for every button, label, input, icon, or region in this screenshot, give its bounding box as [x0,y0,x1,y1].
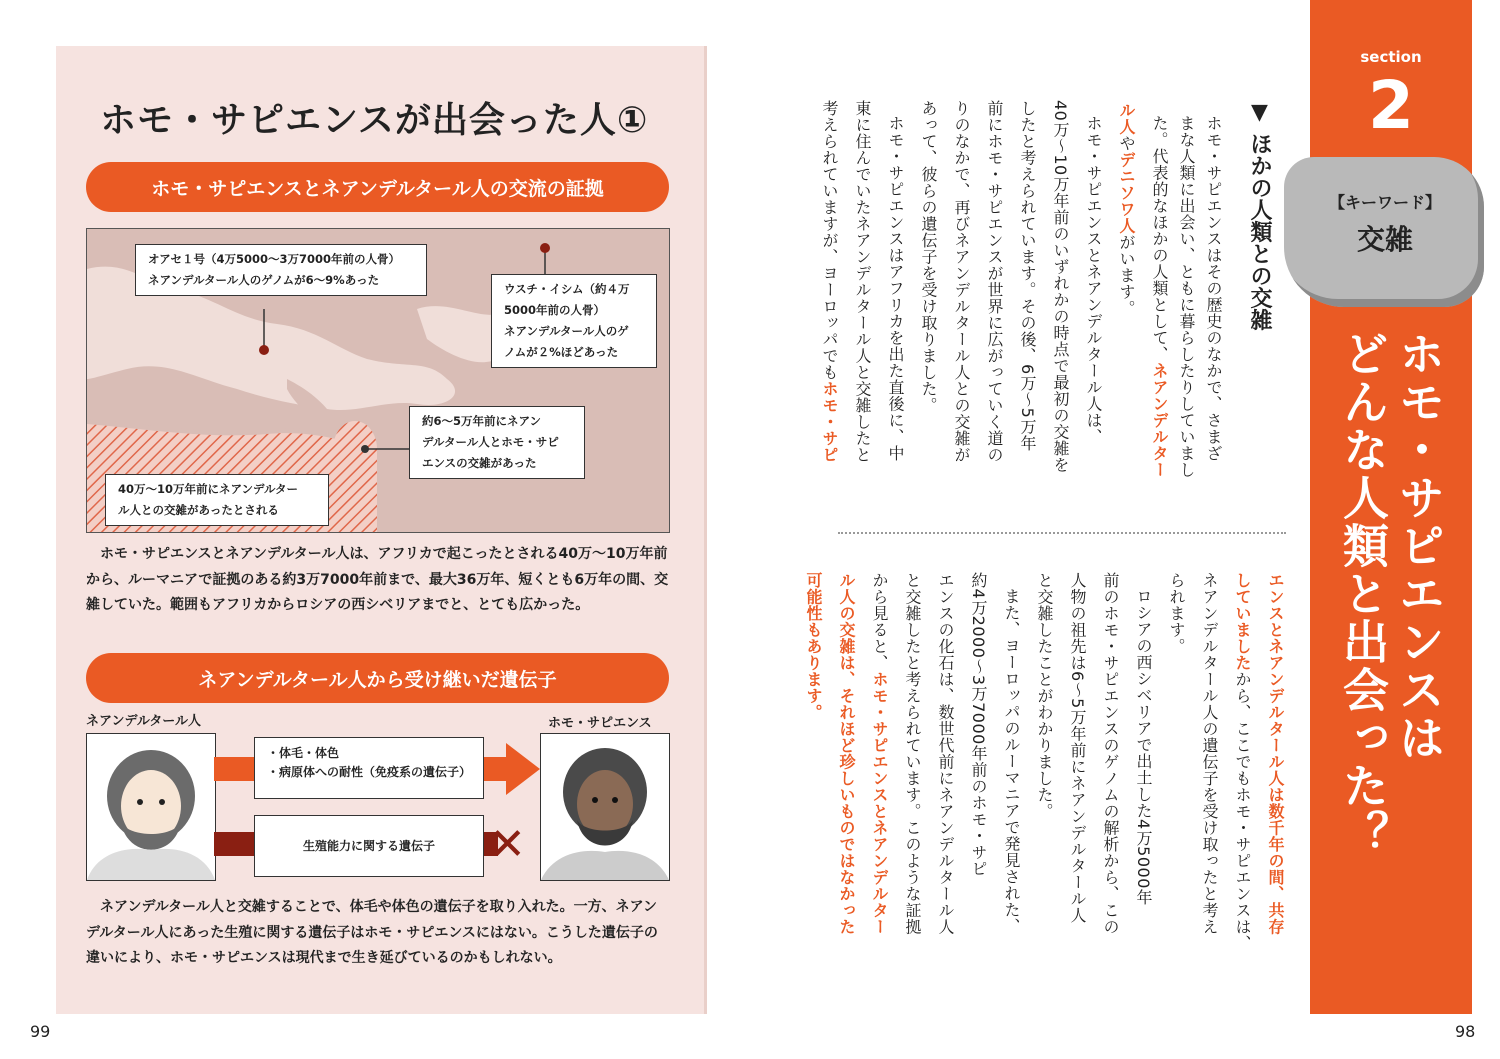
page-number-left: 99 [30,1022,51,1041]
section-title-line1: ホモ・サピエンスは [1392,330,1446,762]
body-col-25: と交雑したと考えられています。このような証拠 [903,572,922,935]
body-col-3-text: た。代表的なほかの人類として、 [1150,115,1169,363]
body-col-23: 約4万2000～3万7000年前のホモ・サピ [969,572,988,877]
callout-oase-line1: オアセ１号（4万5000～3万7000年前の人骨） [148,252,401,266]
highlight-neanderthal-end: ル人 [1117,102,1136,135]
body-col-15 [1229,572,1256,952]
map-figure [86,228,670,533]
body-col-22: また、ヨーロッパのルーマニアで発見された、 [1002,588,1021,935]
body-col-20: 人物の祖先は6～5万年前にネアンデルタール人 [1068,572,1087,924]
section-title [1335,330,1447,858]
callout-mideast-line2: デルタール人とホモ・サピ [422,435,559,449]
neanderthal-face-illustration [87,734,215,880]
highlight-denisovan: デニソワ人 [1117,151,1136,234]
body-col-3 [1146,115,1173,478]
gene-box-inherited [254,737,484,799]
body-col-18: ロシアの西シベリアで出土した4万5000年 [1134,588,1153,906]
body-col-5: ホモ・サピエンスとネアンデルタール人は、 [1084,115,1103,445]
body-col-2: まな人類に出会い、ともに暮らしたりしていまし [1177,115,1196,478]
sapiens-face-illustration [541,734,669,880]
sub-heading: ▼ ほかの人類との交雑 [1247,100,1272,331]
callout-ust-ishim [491,274,657,368]
gene-box-not-inherited [254,815,484,877]
body-col-9: りのなかで、再びネアンデルタール人との交雑が [952,100,971,463]
body-col-28 [800,572,827,721]
gene-box-inherited-line2: ・病原体への耐性（免疫系の遺伝子） [267,765,472,779]
body-col-6: 40万～10万年前のいずれかの時点で最初の交雑を [1051,100,1070,473]
body-col-27 [833,572,860,935]
page-title: ホモ・サピエンスが出会った人① [100,100,649,141]
body-col-13-text: 考えられていますが、ヨーロッパでも [820,100,839,381]
body-col-24: エンスの化石は、数世代前にネアンデルタール人 [936,572,955,935]
body-col-15-text: から、ここでもホモ・サピエンスは、 [1233,671,1252,952]
body-col-21: と交雑したことがわかりました。 [1035,572,1054,820]
highlight-conclusion-3: 可能性もあります。 [804,572,823,721]
callout-ust-line1: ウスチ・イシム（約４万 [504,282,630,296]
callout-mideast-line1: 約6～5万年前にネアン [422,414,542,428]
body-col-12: 東に住んでいたネアンデルタール人と交雑したと [853,100,872,463]
highlight-conclusion-2: ル人の交雑は、それほど珍しいものではなかった [837,572,856,935]
paragraph-exchange-summary: ホモ・サピエンスとネアンデルタール人は、アフリカで起こったとされる40万～10万年前から、ルーマニアで証拠のある約3万7000年前まで、最大36万年、短くとも6万年の間、交雑していた。範囲もアフリカからロシアの西シベリアまでと、とても広かった。 [86,546,669,613]
body-col-8: 前にホモ・サピエンスが世界に広がっていく道の [985,100,1004,463]
body-col-11: ホモ・サピエンスはアフリカを出た直後に、中 [886,115,905,462]
body-col-13 [816,100,843,463]
neanderthal-label: ネアンデルタール人 [86,714,202,729]
dotted-divider [838,532,1286,534]
highlight-neanderthal: ネアンデルター [1150,362,1169,478]
body-col-17: られます。 [1167,572,1186,655]
section-heading-exchange-evidence: ホモ・サピエンスとネアンデルタール人の交流の証拠 [86,162,669,212]
highlight-conclusion-1: ホモ・サピエンスとネアンデルター [870,671,889,935]
callout-ust-line3: ネアンデルタール人のゲ [504,324,629,338]
callout-africa-line2: ル人との交雑があったとされる [118,503,279,517]
body-col-14 [1262,572,1289,935]
highlight-coexisted: していました [1233,572,1252,671]
blocked-cross-icon: ✕ [489,819,526,870]
body-col-1: ホモ・サピエンスはその歴史のなかで、さまざ [1204,115,1223,462]
body-col-4-particle: や [1117,135,1136,152]
highlight-coexistence: エンスとネアンデルタール人は数千年の間、共存 [1266,572,1285,935]
callout-middle-east [409,406,585,479]
section-number: 2 [1368,67,1414,144]
body-col-26-text: から見ると、 [870,572,889,671]
body-col-7: したと考えられています。その後、6万～5万年 [1018,100,1037,452]
paragraph-gene-summary: ネアンデルタール人と交雑することで、体毛や体色の遺伝子を取り入れた。一方、ネアンデルタール人にあった生殖に関する遺伝子はホモ・サピエンスにはない。こうした遺伝子の違いにより、ホモ・サピエンスは現代まで生き延びているのかもしれない。 [86,899,658,966]
callout-africa-line1: 40万～10万年前にネアンデルター [118,482,299,496]
body-col-16: ネアンデルタール人の遺伝子を受け取ったと考え [1200,572,1219,935]
page-number-right: 98 [1455,1022,1476,1041]
body-col-26 [866,572,893,935]
callout-mideast-line3: エンスの交雑があった [422,456,537,470]
keyword-term: 交雑 [1356,223,1413,256]
callout-africa [105,474,329,526]
callout-oase [135,244,427,296]
sapiens-portrait [540,733,670,881]
section-heading-inherited-genes: ネアンデルタール人から受け継いだ遺伝子 [86,653,669,703]
callout-ust-line2: 5000年前の人骨） [504,303,606,317]
neanderthal-portrait [86,733,216,881]
gene-box-inherited-line1: ・体毛・体色 [267,746,340,760]
body-col-4 [1113,102,1140,317]
body-col-4-text: がいます。 [1117,234,1136,317]
highlight-sapiens-europe: ホモ・サピ [820,380,839,463]
body-col-19: 前のホモ・サピエンスのゲノムの解析から、この [1101,572,1120,935]
body-col-10: あって、彼らの遺伝子を受け取りました。 [919,100,938,414]
sapiens-label: ホモ・サピエンス [548,716,652,731]
keyword-label: 【キーワード】 [1328,193,1441,212]
callout-oase-line2: ネアンデルタール人のゲノムが6～9%あった [148,273,380,287]
section-title-line2: どんな人類と出会った？ [1336,330,1390,858]
section-label: section [1360,48,1422,66]
callout-ust-line4: ノムが２%ほどあった [504,345,619,359]
gene-box-not-inherited-text: 生殖能力に関する遺伝子 [302,838,435,853]
